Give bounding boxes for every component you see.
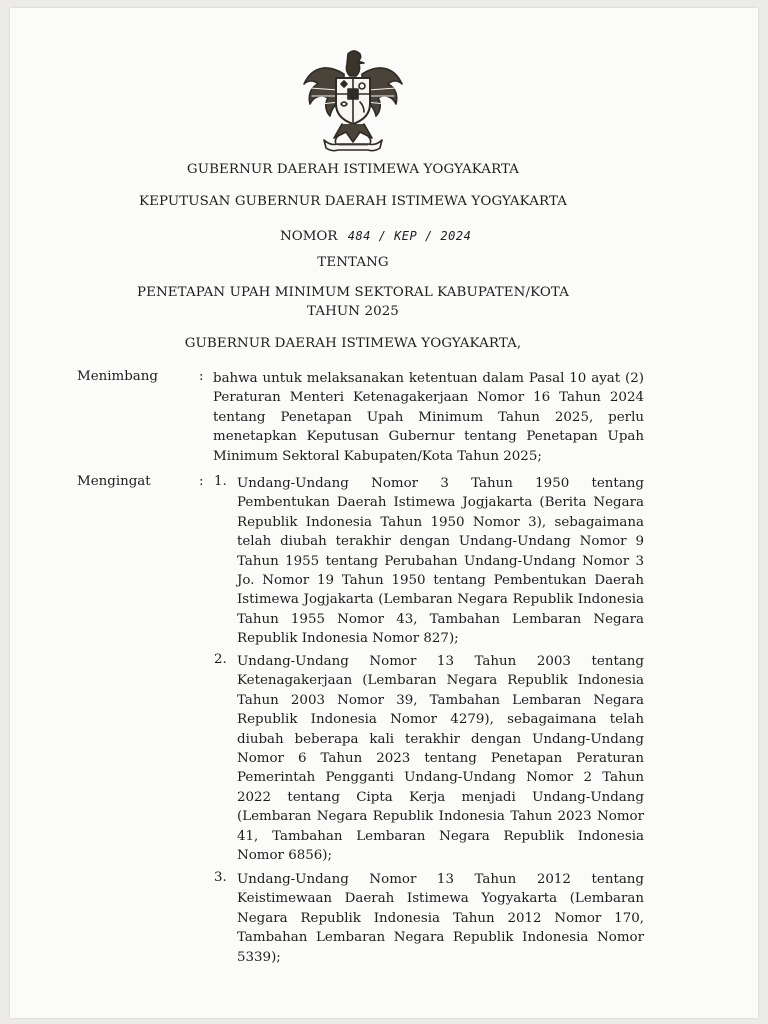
menimbang-label: Menimbang [77, 369, 158, 384]
menimbang-colon: : [199, 369, 204, 384]
mengingat-colon: : [199, 474, 204, 489]
item-3-number: 3. [214, 870, 227, 885]
list-item: Undang-Undang Nomor 13 Tahun 2012 tentang Keistimewaan Daerah Istimewa Yogyakarta (Lembaran Negara Republik Indonesia Tahun 2012 Nomor 170, Tambahan Lembaran Negara Republik Indonesia Nomor 5339); [237, 872, 644, 965]
document-page [10, 8, 758, 1018]
mengingat-label: Mengingat [77, 474, 151, 489]
handwritten-number: 484 / KEP / 2024 [347, 229, 472, 243]
decree-title: KEPUTUSAN GUBERNUR DAERAH ISTIMEWA YOGYAKARTA [138, 194, 568, 209]
governor-title: GUBERNUR DAERAH ISTIMEWA YOGYAKARTA [186, 162, 520, 177]
about-heading: TENTANG [317, 255, 389, 270]
garuda-emblem-icon [298, 44, 408, 156]
subject-line-2: TAHUN 2025 [307, 304, 399, 319]
menimbang-text: bahwa untuk melaksanakan ketentuan dalam Pasal 10 ayat (2) Peraturan Menteri Ketenagakerjaan Nomor 16 Tahun 2024 tentang Penetapan Upah Minimum Tahun 2025, perlu menetapkan Keputusan Gubernur tentang Penetapan Upah Minimum Sektoral Kabupaten/Kota Tahun 2025; [213, 371, 644, 464]
issuer-line: GUBERNUR DAERAH ISTIMEWA YOGYAKARTA, [184, 336, 522, 351]
item-1-number: 1. [214, 474, 227, 489]
decree-number-line [280, 229, 471, 244]
list-item: Undang-Undang Nomor 3 Tahun 1950 tentang Pembentukan Daerah Istimewa Jogjakarta (Berita Negara Republik Indonesia Tahun 1950 Nomor 3), sebagaimana telah diubah terakhir dengan Undang-Undang Nomor 9 Tahun 1955 tentang Perubahan Undang-Undang Nomor 3 Jo. Nomor 19 Tahun 1950 tentang Pembentukan Daerah Istimewa Jogjakarta (Lembaran Negara Republik Indonesia Tahun 1955 Nomor 43, Tambahan Lembaran Negara Republik Indonesia Nomor 827); [237, 476, 644, 647]
item-2-number: 2. [214, 652, 227, 667]
list-item: Undang-Undang Nomor 13 Tahun 2003 tentang Ketenagakerjaan (Lembaran Negara Republik Indonesia Tahun 2003 Nomor 39, Tambahan Lembaran Negara Republik Indonesia Nomor 4279), sebagaimana telah diubah beberapa kali terakhir dengan Undang-Undang Nomor 6 Tahun 2023 tentang Penetapan Peraturan Pemerintah Pengganti Undang-Undang Nomor 2 Tahun 2022 tentang Cipta Kerja menjadi Undang-Undang (Lembaran Negara Republik Indonesia Tahun 2023 Nomor 41, Tambahan Lembaran Negara Republik Indonesia Nomor 6856); [237, 654, 644, 864]
number-label: NOMOR [280, 229, 338, 244]
subject-line-1: PENETAPAN UPAH MINIMUM SEKTORAL KABUPATEN/KOTA [137, 285, 569, 300]
